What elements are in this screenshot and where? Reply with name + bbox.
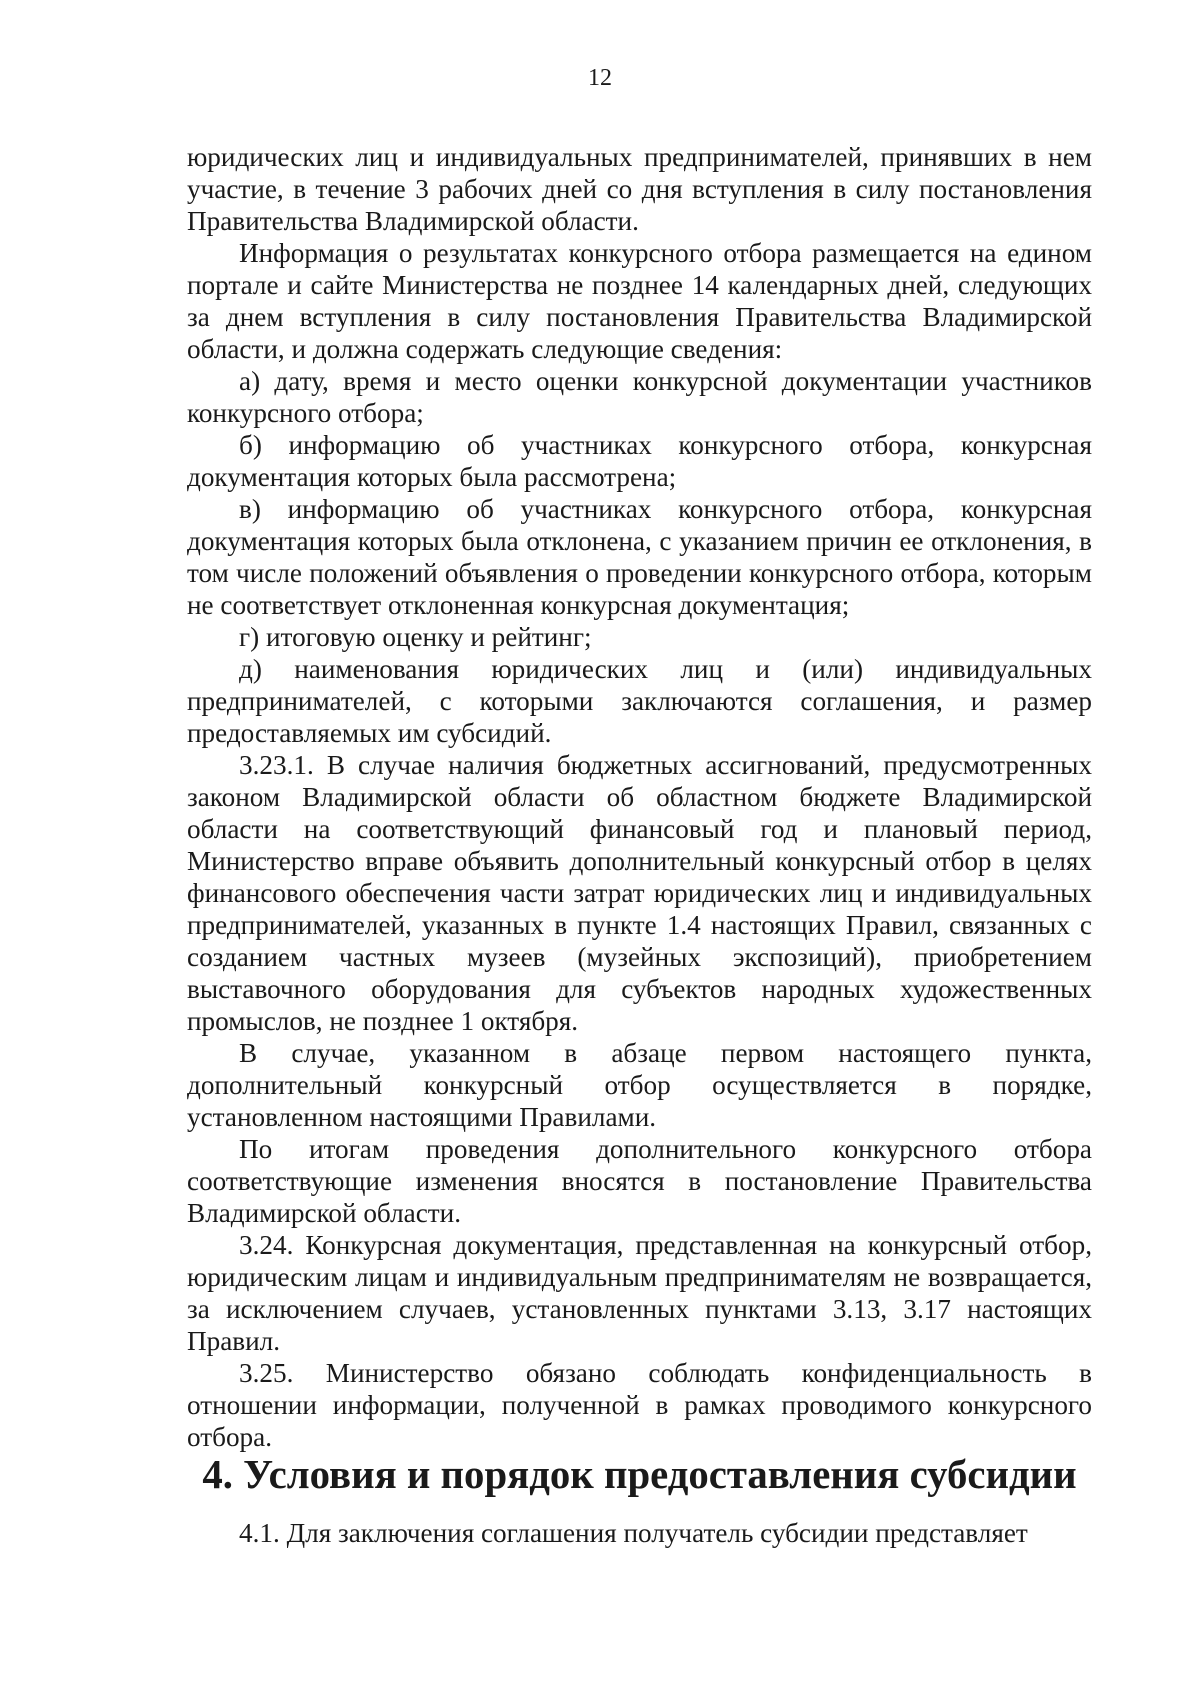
list-item: д) наименования юридических лиц и (или) индивидуальных предпринимателей, с которыми заключаются соглашения, и размер предоставляемых им субсидий. (187, 654, 1092, 748)
clause-3-24: 3.24. Конкурсная документация, представленная на конкурсный отбор, юридическим лицам и индивидуальным предпринимателям не возвращается, за исключением случаев, установленных пунктами 3.13, 3.17 настоящих Правил. (187, 1230, 1092, 1356)
clause-3-23-1: 3.23.1. В случае наличия бюджетных ассигнований, предусмотренных законом Владимирской области об областном бюджете Владимирской области на соответствующий финансовый год и плановый период, Министерство вправе объявить дополнительный конкурсный отбор в целях финансового обеспечения части затрат юридических лиц и индивидуальных предпринимателей, указанных в пункте 1.4 настоящих Правил, связанных с созданием частных музеев (музейных экспозиций), приобретением выставочного оборудования для субъектов народных художественных промыслов, не позднее 1 октября. (187, 750, 1092, 1036)
clause-3-25: 3.25. Министерство обязано соблюдать конфиденциальность в отношении информации, полученной в рамках проводимого конкурсного отбора. (187, 1358, 1092, 1452)
list-item: а) дату, время и место оценки конкурсной документации участников конкурсного отбора; (187, 366, 1092, 428)
paragraph: В случае, указанном в абзаце первом настоящего пункта, дополнительный конкурсный отбор осуществляется в порядке, установленном настоящими Правилами. (187, 1038, 1092, 1132)
clause-4-1: 4.1. Для заключения соглашения получатель субсидии представляет (239, 1518, 1028, 1548)
section-heading: 4. Условия и порядок предоставления субсидии (202, 1452, 1077, 1497)
document-body (187, 141, 1092, 1549)
paragraph: Информация о результатах конкурсного отбора размещается на едином портале и сайте Министерства не позднее 14 календарных дней, следующих за днем вступления в силу постановления Правительства Владимирской области, и должна содержать следующие сведения: (187, 238, 1092, 364)
list-item: б) информацию об участниках конкурсного отбора, конкурсная документация которых была рассмотрена; (187, 430, 1092, 492)
page-number: 12 (588, 65, 612, 91)
list-item: г) итоговую оценку и рейтинг; (239, 622, 592, 652)
paragraph: юридических лиц и индивидуальных предпринимателей, принявших в нем участие, в течение 3 рабочих дней со дня вступления в силу постановления Правительства Владимирской области. (187, 142, 1092, 236)
paragraph: По итогам проведения дополнительного конкурсного отбора соответствующие изменения вносятся в постановление Правительства Владимирской области. (187, 1134, 1092, 1228)
list-item: в) информацию об участниках конкурсного отбора, конкурсная документация которых была отклонена, с указанием причин ее отклонения, в том числе положений объявления о проведении конкурсного отбора, которым не соответствует отклоненная конкурсная документация; (187, 494, 1092, 620)
